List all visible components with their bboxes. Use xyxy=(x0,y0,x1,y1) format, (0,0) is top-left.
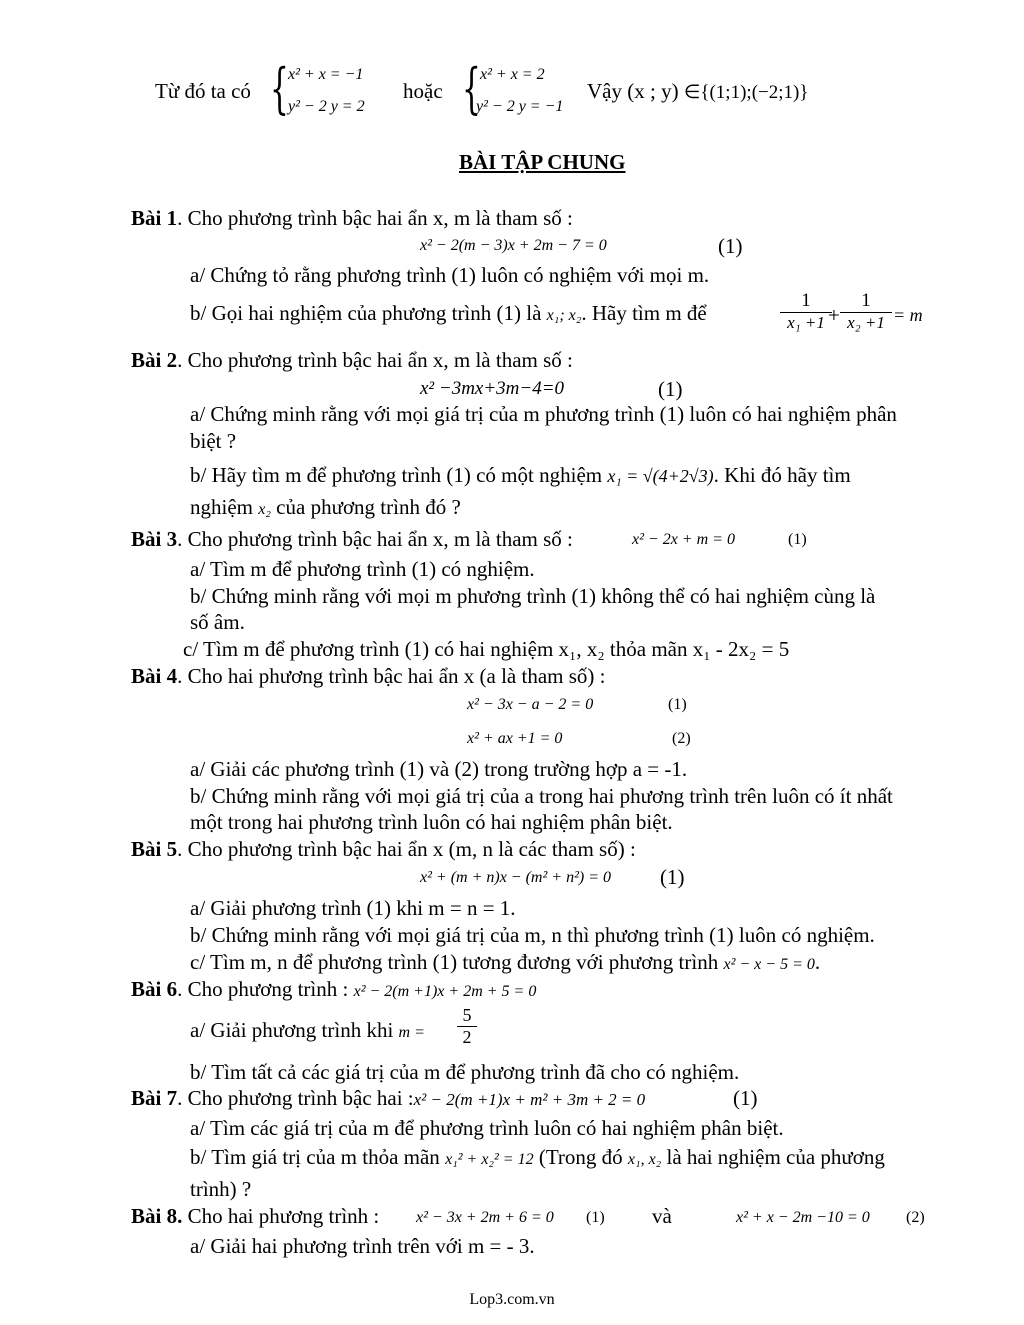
b3-c: c/ Tìm m để phương trình (1) có hai nghiệm x₁, x₂ thỏa mãn x₁ - 2x₂ = 5 xyxy=(183,637,790,661)
b7-a: a/ Tìm các giá trị của m để phương trình luôn có hai nghiệm phân biệt. xyxy=(190,1116,784,1140)
b1-f2-num: 1 xyxy=(861,290,871,311)
b2-b-line2 xyxy=(190,494,461,523)
b8-head: Bài 8. xyxy=(131,1204,183,1228)
b4-eqnum-2: (2) xyxy=(672,730,691,747)
b1-head: Bài 1 xyxy=(131,206,178,230)
b5-a: a/ Giải phương trình (1) khi m = n = 1. xyxy=(190,896,516,920)
b2-b-end: . Khi đó hãy tìm xyxy=(713,463,851,487)
b3-b-line2: số âm. xyxy=(190,610,245,634)
section-title: BÀI TẬP CHUNG xyxy=(459,150,626,174)
b4-b-line2: một trong hai phương trình luôn có hai nghiệm phân biệt. xyxy=(190,810,673,834)
b4-b-line1: b/ Chứng minh rằng với mọi giá trị của a trong hai phương trình trên luôn có ít nhất xyxy=(190,784,893,808)
intro-conclusion xyxy=(587,78,808,106)
b5-c-text: c/ Tìm m, n để phương trình (1) tương đương với phương trình xyxy=(190,950,719,974)
b8-eqnum-2: (2) xyxy=(906,1209,925,1226)
b1-b-mid: . Hãy tìm m để xyxy=(581,301,707,325)
b4-eqnum-1: (1) xyxy=(668,696,687,713)
b6-intro xyxy=(131,976,536,1005)
b7-b-mid: (Trong đó xyxy=(538,1145,623,1169)
b3-text: . Cho phương trình bậc hai ẩn x, m là tham số : xyxy=(177,527,573,551)
b6-a-m: m = xyxy=(398,1024,425,1041)
b5-head: Bài 5 xyxy=(131,837,178,861)
b1-b-pre: b/ Gọi hai nghiệm của phương trình (1) là xyxy=(190,301,542,325)
b6-text: . Cho phương trình : xyxy=(177,977,349,1001)
b3-a: a/ Tìm m để phương trình (1) có nghiệm. xyxy=(190,557,535,581)
b4-a: a/ Giải các phương trình (1) và (2) trong trường hợp a = -1. xyxy=(190,757,688,781)
b4-intro xyxy=(131,663,605,689)
b2-b-root: x₁ = √(4+2√3) xyxy=(607,466,714,486)
b7-intro xyxy=(131,1085,645,1113)
b8-a: a/ Giải hai phương trình trên với m = - 3. xyxy=(190,1234,535,1258)
b5-c-end: . xyxy=(814,950,821,974)
b1-f1-den: x₁ +1 xyxy=(780,312,832,333)
b2-b2-pre: nghiệm xyxy=(190,495,253,519)
system-2-eq-2: y² − 2 y = −1 xyxy=(476,98,564,115)
b1-f1-num: 1 xyxy=(801,290,811,311)
system-2-eq-1: x² + x = 2 xyxy=(480,66,545,83)
left-brace-icon: { xyxy=(270,57,289,120)
footer-site: Lop3.com.vn xyxy=(469,1291,555,1308)
b2-text: . Cho phương trình bậc hai ẩn x, m là tham số : xyxy=(177,348,573,372)
b4-equation-1: x² − 3x − a − 2 = 0 xyxy=(467,696,594,713)
b5-c-equation: x² − x − 5 = 0 xyxy=(723,956,815,973)
b5-intro xyxy=(131,836,636,862)
system-1-eq-2: y² − 2 y = 2 xyxy=(288,98,365,115)
b1-f2-den: x₂ +1 xyxy=(840,312,892,333)
b6-a xyxy=(190,1017,425,1046)
b1-eq-m: = m xyxy=(893,305,923,325)
b6-a-num: 5 xyxy=(462,1005,472,1025)
b8-equation-2: x² + x − 2m −10 = 0 xyxy=(736,1209,870,1226)
b7-b-equation: x₁² + x₂² = 12 xyxy=(445,1151,534,1168)
intro-or: hoặc xyxy=(403,79,443,103)
intro-conclusion-text: Vậy (x ; y) xyxy=(587,79,679,103)
b3-b-line1: b/ Chứng minh rằng với mọi m phương trình (1) không thể có hai nghiệm cùng là xyxy=(190,584,876,608)
b7-b-pre: b/ Tìm giá trị của m thỏa mãn xyxy=(190,1145,440,1169)
b1-text: . Cho phương trình bậc hai ẩn x, m là tham số : xyxy=(177,206,573,230)
b2-equation: x² −3mx+3m−4=0 xyxy=(420,378,565,399)
b5-text: . Cho phương trình bậc hai ẩn x (m, n là các tham số) : xyxy=(177,837,636,861)
b7-eqnum: (1) xyxy=(733,1086,758,1110)
b2-a-line1: a/ Chứng minh rằng với mọi giá trị của m phương trình (1) luôn có hai nghiệm phân xyxy=(190,402,897,426)
b1-equation: x² − 2(m − 3)x + 2m − 7 = 0 xyxy=(420,237,607,254)
b2-eqnum: (1) xyxy=(658,377,683,401)
b3-intro xyxy=(131,526,573,552)
b7-b-end: là hai nghiệm của phương xyxy=(666,1145,885,1169)
b6-head: Bài 6 xyxy=(131,977,178,1001)
left-brace-icon: { xyxy=(462,57,481,120)
b2-head: Bài 2 xyxy=(131,348,178,372)
b7-b-line1 xyxy=(190,1144,885,1173)
b2-a-line2: biệt ? xyxy=(190,429,237,453)
b8-and: và xyxy=(652,1204,672,1228)
b5-b: b/ Chứng minh rằng với mọi giá trị của m, n thì phương trình (1) luôn có nghiệm. xyxy=(190,923,875,947)
b6-fraction xyxy=(457,1005,477,1048)
system-1-eq-1: x² + x = −1 xyxy=(288,66,364,83)
b7-head: Bài 7 xyxy=(131,1086,178,1110)
b6-a-den: 2 xyxy=(457,1026,477,1048)
b7-equation: x² − 2(m +1)x + m² + 3m + 2 = 0 xyxy=(413,1090,646,1109)
b1-intro xyxy=(131,205,573,231)
solution-set: ∈{(1;1);(−2;1)} xyxy=(683,82,809,103)
b6-b: b/ Tìm tất cả các giá trị của m để phương trình đã cho có nghiệm. xyxy=(190,1060,740,1084)
b5-equation: x² + (m + n)x − (m² + n²) = 0 xyxy=(420,869,611,886)
b1-b-vars: x₁; x₂ xyxy=(546,307,582,324)
b1-eqnum: (1) xyxy=(718,234,743,258)
b1-b xyxy=(190,300,707,329)
b3-equation: x² − 2x + m = 0 xyxy=(632,531,735,548)
b5-c xyxy=(190,949,820,978)
b1-fraction-1 xyxy=(780,290,832,333)
b2-b2-end: của phương trình đó ? xyxy=(276,495,461,519)
b4-head: Bài 4 xyxy=(131,664,178,688)
intro-lead: Từ đó ta có xyxy=(155,79,251,103)
b7-b-vars: x₁, x₂ xyxy=(627,1151,662,1168)
b1-plus: + xyxy=(828,303,840,327)
b3-eqnum: (1) xyxy=(788,531,807,548)
b3-head: Bài 3 xyxy=(131,527,178,551)
b6-a-text: a/ Giải phương trình khi xyxy=(190,1018,394,1042)
b2-b-line1 xyxy=(190,462,851,489)
b8-text: Cho hai phương trình : xyxy=(187,1204,380,1228)
b8-intro xyxy=(131,1203,379,1229)
b1-fraction-2 xyxy=(840,290,892,333)
b4-text: . Cho hai phương trình bậc hai ẩn x (a là tham số) : xyxy=(177,664,606,688)
b8-eqnum-1: (1) xyxy=(586,1209,605,1226)
b6-equation: x² − 2(m +1)x + 2m + 5 = 0 xyxy=(353,983,537,1000)
b7-b-line2: trình) ? xyxy=(190,1177,252,1201)
b1-a: a/ Chứng tỏ rằng phương trình (1) luôn có nghiệm với mọi m. xyxy=(190,263,710,287)
b8-equation-1: x² − 3x + 2m + 6 = 0 xyxy=(416,1209,554,1226)
b7-text: . Cho phương trình bậc hai : xyxy=(177,1086,414,1110)
b4-equation-2: x² + ax +1 = 0 xyxy=(467,730,563,747)
b2-b-text: b/ Hãy tìm m để phương trình (1) có một nghiệm xyxy=(190,463,603,487)
b2-b2-var: x₂ xyxy=(258,501,271,518)
b2-intro xyxy=(131,347,573,373)
b5-eqnum: (1) xyxy=(660,865,685,889)
